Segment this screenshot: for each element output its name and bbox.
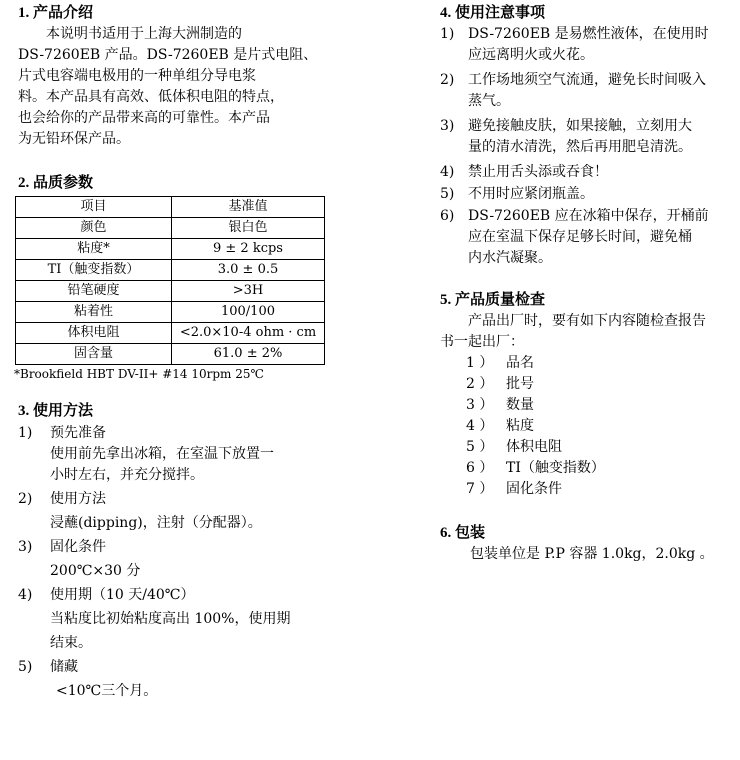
item-label: 体积电阻 xyxy=(506,439,562,455)
param-name: 粘着性 xyxy=(16,302,172,323)
intro-line: DS-7260EB 产品。DS-7260EB 是片式电阻、 xyxy=(18,47,318,63)
item-number: 1 ） xyxy=(466,355,494,371)
item-number: 7 ） xyxy=(466,481,494,497)
item-number: 2) xyxy=(18,491,33,507)
item-number: 4) xyxy=(18,587,33,603)
item-number: 5 ） xyxy=(466,439,494,455)
section-title: 2. 品质参数 xyxy=(18,175,94,191)
item-text: 禁止用舌头添或吞食！ xyxy=(468,164,608,180)
usage-item xyxy=(18,537,326,582)
precaution-item xyxy=(440,206,736,269)
intro-line: 为无铅环保产品。 xyxy=(18,131,130,147)
check-item xyxy=(440,479,736,500)
item-number: 3) xyxy=(440,118,455,134)
param-value: >3H xyxy=(172,281,325,302)
section-title: 5. 产品质量检查 xyxy=(440,292,546,308)
item-number: 5) xyxy=(18,659,33,675)
param-name: TI（触变指数） xyxy=(16,260,172,281)
check-item xyxy=(440,416,736,437)
item-number: 6 ） xyxy=(466,460,494,476)
param-value: 9 ± 2 kcps xyxy=(172,239,325,260)
item-label: 预先准备 xyxy=(50,425,106,441)
item-number: 1) xyxy=(18,425,33,441)
check-item xyxy=(440,458,736,479)
intro-line: 料。本产品具有高效、低体积电阻的特点， xyxy=(18,89,284,105)
item-text: 200℃×30 分 xyxy=(50,563,141,579)
intro-line: 本说明书适用于上海大洲制造的 xyxy=(46,26,242,42)
section-title: 3. 使用方法 xyxy=(18,403,94,419)
param-value: 100/100 xyxy=(172,302,325,323)
item-label: 数量 xyxy=(506,397,534,413)
item-label: 粘度 xyxy=(506,418,534,434)
item-label: 使用期（10 天/40℃） xyxy=(50,587,195,603)
section-title: 6. 包装 xyxy=(440,525,486,541)
check-intro-line: 产品出厂时，要有如下内容随检查报告 xyxy=(468,313,706,329)
usage-item xyxy=(18,657,326,702)
table-row xyxy=(16,302,325,323)
item-number: 2 ） xyxy=(466,376,494,392)
section-quality-params xyxy=(14,172,326,382)
item-label: 储藏 xyxy=(50,659,78,675)
param-name: 铅笔硬度 xyxy=(16,281,172,302)
section-packaging xyxy=(440,522,736,565)
section-product-intro xyxy=(18,2,326,150)
table-row xyxy=(16,344,325,365)
item-number: 1) xyxy=(440,26,455,42)
item-text: 当粘度比初始粘度高出 100%，使用期 xyxy=(50,611,291,627)
section-usage xyxy=(18,400,326,702)
item-number: 5) xyxy=(440,186,455,202)
check-item xyxy=(440,437,736,458)
table-header-cell: 基准值 xyxy=(172,197,325,218)
param-name: 颜色 xyxy=(16,218,172,239)
item-label: 批号 xyxy=(506,376,534,392)
item-number: 2) xyxy=(440,72,455,88)
item-number: 4 ） xyxy=(466,418,494,434)
item-text: 浸蘸(dipping)，注射（分配器）。 xyxy=(50,515,262,531)
item-text: 量的清水清洗，然后再用肥皂清洗。 xyxy=(468,139,692,155)
param-value: 61.0 ± 2% xyxy=(172,344,325,365)
check-intro-line: 书一起出厂： xyxy=(440,334,524,350)
item-text: DS-7260EB 是易燃性液体，在使用时 xyxy=(468,26,709,42)
item-label: TI（触变指数） xyxy=(506,460,605,476)
intro-line: 也会给你的产品带来高的可靠性。本产品 xyxy=(18,110,270,126)
item-text: 工作场地须空气流通，避免长时间吸入 xyxy=(468,72,706,88)
item-number: 3) xyxy=(18,539,33,555)
intro-line: 片式电容端电极用的一种单组分导电浆 xyxy=(18,68,256,84)
item-text: DS-7260EB 应在冰箱中保存，开桶前 xyxy=(468,208,709,224)
param-value: <2.0×10-4 ohm · cm xyxy=(172,323,325,344)
item-number: 3 ） xyxy=(466,397,494,413)
item-number: 4) xyxy=(440,164,455,180)
item-text: 内水汽凝聚。 xyxy=(468,250,552,266)
usage-item xyxy=(18,489,326,534)
param-name: 粘度* xyxy=(16,239,172,260)
item-label: 品名 xyxy=(506,355,534,371)
item-text: 使用前先拿出冰箱，在室温下放置一 xyxy=(50,446,274,462)
param-value: 银白色 xyxy=(172,218,325,239)
section-title: 1. 产品介绍 xyxy=(18,5,94,21)
check-item xyxy=(440,353,736,374)
item-text: 不用时应紧闭瓶盖。 xyxy=(468,186,594,202)
table-row xyxy=(16,260,325,281)
usage-item xyxy=(18,423,326,486)
param-name: 固含量 xyxy=(16,344,172,365)
table-row xyxy=(16,281,325,302)
item-text: <10℃三个月。 xyxy=(56,683,158,699)
item-text: 蒸气。 xyxy=(468,93,510,109)
packaging-text: 包装单位是 P.P 容器 1.0kg，2.0kg 。 xyxy=(470,546,714,562)
table-row xyxy=(16,218,325,239)
item-text: 小时左右，并充分搅拌。 xyxy=(50,467,204,483)
check-item xyxy=(440,395,736,416)
section-title: 4. 使用注意事项 xyxy=(440,5,546,21)
item-text: 应在室温下保存足够长时间，避免桶 xyxy=(468,229,692,245)
table-row xyxy=(16,239,325,260)
item-label: 固化条件 xyxy=(506,481,562,497)
left-column xyxy=(14,0,326,702)
table-row xyxy=(16,323,325,344)
precaution-item xyxy=(440,70,736,112)
item-number: 6) xyxy=(440,208,455,224)
usage-item xyxy=(18,585,326,654)
item-label: 使用方法 xyxy=(50,491,106,507)
item-label: 固化条件 xyxy=(50,539,106,555)
params-table xyxy=(15,196,325,365)
table-footnote: *Brookfield HBT DV-II+ #14 10rpm 25℃ xyxy=(14,367,264,381)
section-precautions xyxy=(440,2,736,269)
section-quality-check xyxy=(440,289,736,500)
param-value: 3.0 ± 0.5 xyxy=(172,260,325,281)
table-header-row xyxy=(16,197,325,218)
item-text: 结束。 xyxy=(50,635,92,651)
precaution-item xyxy=(440,162,736,183)
right-column xyxy=(440,0,736,565)
precaution-item xyxy=(440,116,736,158)
check-item xyxy=(440,374,736,395)
param-name: 体积电阻 xyxy=(16,323,172,344)
table-header-cell: 项目 xyxy=(16,197,172,218)
precaution-item xyxy=(440,184,736,205)
item-text: 应远离明火或火花。 xyxy=(468,47,594,63)
item-text: 避免接触皮肤，如果接触，立刻用大 xyxy=(468,118,692,134)
precaution-item xyxy=(440,24,736,66)
